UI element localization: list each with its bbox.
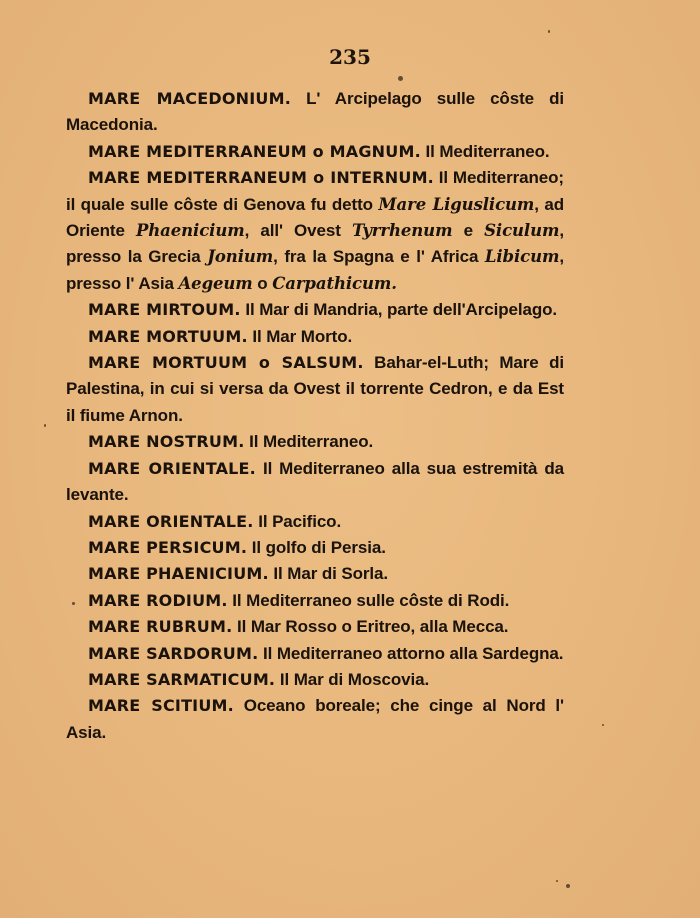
entry-definition: Il Mediterraneo. <box>420 141 550 161</box>
scan-speck <box>566 884 570 888</box>
entry-definition: Il Mar Rosso o Eritreo, alla Mecca. <box>232 617 509 637</box>
entry-italic-term: Carpathicum. <box>272 273 397 293</box>
entry-italic-term: Jonium <box>207 247 274 267</box>
entry-definition: Il Mar Morto. <box>247 326 353 346</box>
entry-definition: Il Mar di Sorla. <box>268 564 389 584</box>
dictionary-entry <box>66 641 564 667</box>
dictionary-entry <box>66 324 564 350</box>
entry-headword: MARE RODIUM. <box>88 590 228 610</box>
dictionary-entry <box>66 165 564 297</box>
dictionary-entry <box>66 297 564 323</box>
entry-headword: MARE PERSICUM. <box>88 537 248 557</box>
entry-definition: L' Arcipelago sulle côste di Macedonia. <box>66 89 564 135</box>
dictionary-entry <box>66 456 564 509</box>
entry-definition: Oceano boreale; che cinge al Nord l' Asia. <box>66 696 564 742</box>
entry-headword: MARE MORTUUM. <box>88 326 248 346</box>
entry-italic-term: Aegeum <box>178 273 253 293</box>
entry-definition: , fra la Spagna e l' Africa <box>273 247 485 267</box>
scan-speck <box>602 724 604 726</box>
page-number: 235 <box>329 45 371 69</box>
entry-italic-term: Libicum <box>484 247 560 267</box>
entry-definition: Il Mediterraneo. <box>244 432 374 452</box>
entry-italic-term: Mare Liguslicum <box>378 194 535 214</box>
dictionary-entry <box>66 588 564 614</box>
entry-headword: MARE RUBRUM. <box>88 617 233 637</box>
entry-definition: , presso l' Asia <box>66 247 564 293</box>
entry-definition: e <box>452 221 485 241</box>
scan-speck <box>72 602 75 605</box>
entry-headword: MARE SARDORUM. <box>88 643 259 663</box>
entry-definition: Bahar-el-Luth; Mare di Palestina, in cui si versa da Ovest il torrente Cedron, e da Est il fiume Arnon. <box>66 353 564 425</box>
dictionary-entry <box>66 667 564 693</box>
dictionary-entry <box>66 535 564 561</box>
entry-italic-term: Phaenicium <box>135 221 245 241</box>
entry-headword: MARE MORTUUM o SALSUM. <box>88 353 364 373</box>
entry-headword: MARE ORIENTALE. <box>88 511 254 531</box>
scan-speck <box>398 76 403 81</box>
entry-headword: MARE PHAENICIUM. <box>88 564 269 584</box>
entry-definition: Il Mar di Moscovia. <box>275 669 430 689</box>
dictionary-entry <box>66 139 564 165</box>
entry-headword: MARE SCITIUM. <box>88 696 234 716</box>
dictionary-entry <box>66 561 564 587</box>
entry-headword: MARE MEDITERRANEUM o INTERNUM. <box>88 168 434 188</box>
entry-headword: MARE MIRTOUM. <box>88 300 241 320</box>
entry-definition: Il Pacifico. <box>253 511 342 531</box>
entry-headword: MARE MEDITERRANEUM o MAGNUM. <box>88 141 421 161</box>
entry-headword: MARE SARMATICUM. <box>88 669 276 689</box>
dictionary-entry <box>66 614 564 640</box>
entry-definition: Il Mediterraneo sulle côste di Rodi. <box>227 590 510 610</box>
dictionary-entry <box>66 693 564 746</box>
scan-speck <box>548 30 550 33</box>
dictionary-entry <box>66 509 564 535</box>
entry-headword: MARE NOSTRUM. <box>88 432 245 452</box>
dictionary-entries <box>66 86 564 746</box>
entry-definition: Il Mediterraneo; il quale sulle côste di Genova fu detto <box>66 168 564 214</box>
entry-definition: Il Mar di Mandria, parte dell'Arcipelago. <box>240 300 558 320</box>
entry-definition: o <box>252 273 273 293</box>
scan-speck <box>44 424 46 427</box>
entry-definition: , all' Ovest <box>244 221 352 241</box>
dictionary-entry <box>66 86 564 139</box>
entry-definition: Il Mediterraneo alla sua estremità da levante. <box>66 458 564 505</box>
entry-definition: , ad Oriente <box>66 194 564 241</box>
entry-definition: Il Mediterraneo attorno alla Sardegna. <box>258 643 564 663</box>
entry-headword: MARE ORIENTALE. <box>88 458 256 478</box>
entry-definition: , presso la Grecia <box>66 221 564 267</box>
dictionary-entry <box>66 350 564 429</box>
entry-italic-term: Tyrrhenum <box>351 221 453 241</box>
entry-italic-term: Siculum <box>484 221 560 241</box>
scan-speck <box>556 880 558 882</box>
entry-headword: MARE MACEDONIUM. <box>88 89 291 108</box>
entry-definition: Il golfo di Persia. <box>247 537 386 557</box>
dictionary-entry <box>66 429 564 455</box>
